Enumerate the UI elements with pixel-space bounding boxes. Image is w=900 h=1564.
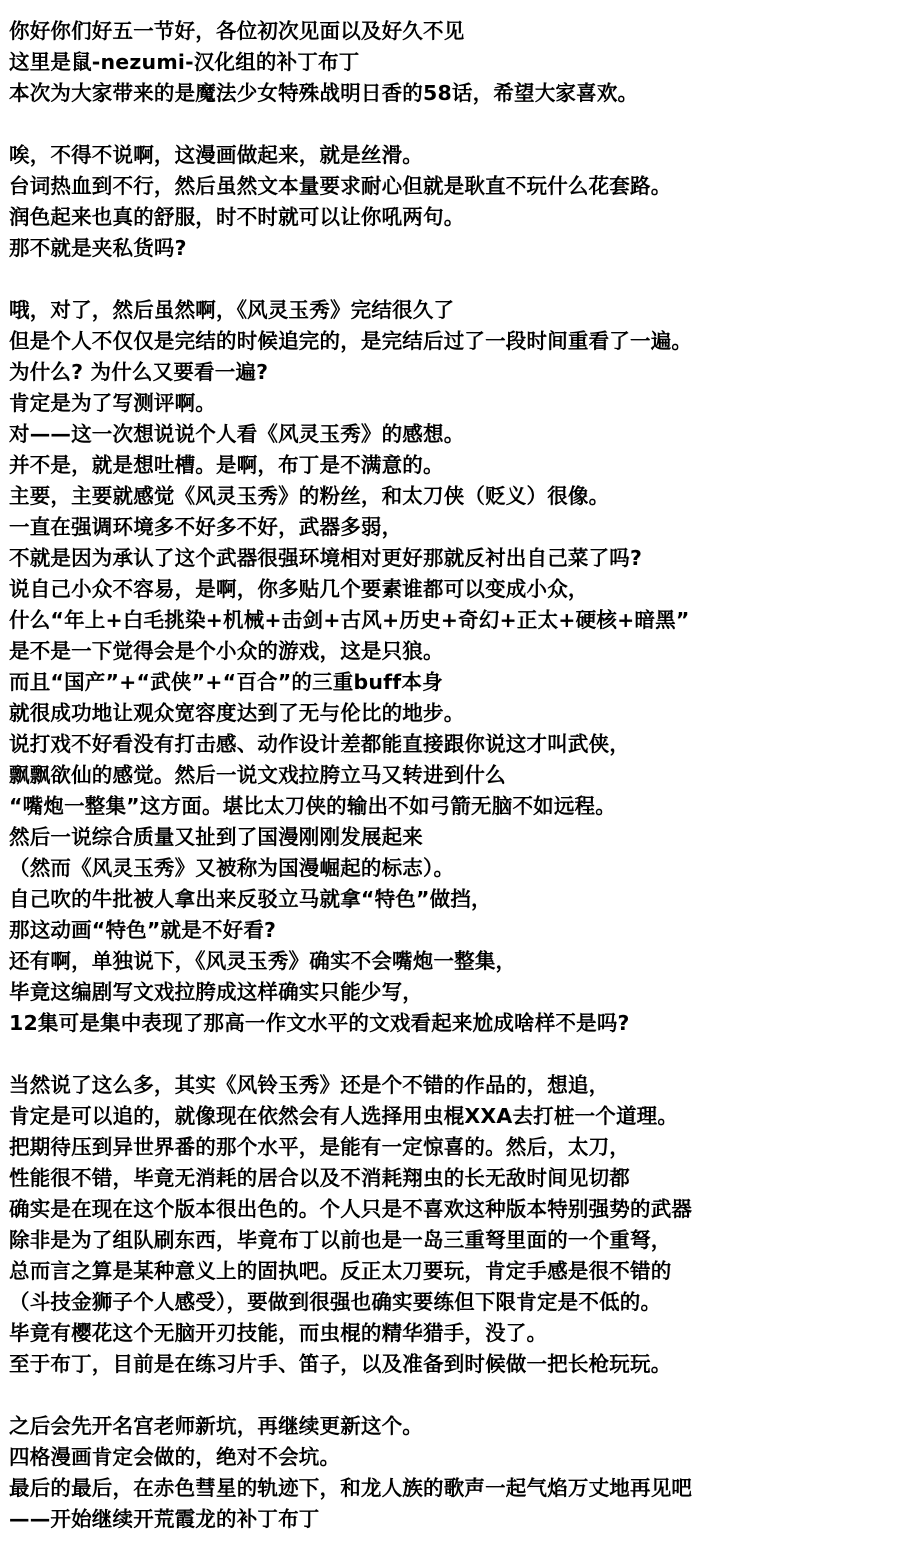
text-line: 那不就是夹私货吗? <box>9 236 187 260</box>
text-line: 还有啊，单独说下，《风灵玉秀》确实不会嘴炮一整集， <box>9 949 517 973</box>
text-line: 飘飘欲仙的感觉。然后一说文戏拉胯立马又转进到什么 <box>9 763 506 787</box>
text-line: 说自己小众不容易，是啊，你多贴几个要素谁都可以变成小众， <box>9 577 589 601</box>
text-line: 不就是因为承认了这个武器很强环境相对更好那就反衬出自己菜了吗? <box>9 546 643 570</box>
paragraph <box>9 1411 894 1535</box>
text-line: 除非是为了组队刷东西，毕竟布丁以前也是一岛三重弩里面的一个重弩， <box>9 1228 672 1252</box>
text-line: 主要，主要就感觉《风灵玉秀》的粉丝，和太刀侠（贬义）很像。 <box>9 484 610 508</box>
text-line: 毕竟这编剧写文戏拉胯成这样确实只能少写， <box>9 980 423 1004</box>
text-line: 当然说了这么多，其实《风铃玉秀》还是个不错的作品的，想追， <box>9 1073 610 1097</box>
text-line: 对——这一次想说说个人看《风灵玉秀》的感想。 <box>9 422 465 446</box>
text-line: 润色起来也真的舒服，时不时就可以让你吼两句。 <box>9 205 465 229</box>
text-line: 什么“年上+白毛挑染+机械+击剑+古风+历史+奇幻+正太+硬核+暗黑” <box>9 608 690 632</box>
text-line: 那这动画“特色”就是不好看? <box>9 918 277 942</box>
text-line: 最后的最后，在赤色彗星的轨迹下，和龙人族的歌声一起气焰万丈地再见吧 <box>9 1476 693 1500</box>
text-line: 为什么? 为什么又要看一遍? <box>9 360 269 384</box>
text-line: 自己吹的牛批被人拿出来反驳立马就拿“特色”做挡， <box>9 887 492 911</box>
text-line: ——开始继续开荒霞龙的补丁布丁 <box>9 1507 320 1531</box>
text-line: 肯定是为了写测评啊。 <box>9 391 216 415</box>
text-line: 就很成功地让观众宽容度达到了无与伦比的地步。 <box>9 701 465 725</box>
text-line: 台词热血到不行，然后虽然文本量要求耐心但就是耿直不玩什么花套路。 <box>9 174 672 198</box>
text-line: 一直在强调环境多不好多不好，武器多弱， <box>9 515 403 539</box>
paragraph <box>9 140 894 264</box>
paragraph <box>9 295 894 1039</box>
translator-note-document <box>9 16 894 1535</box>
text-line: 至于布丁，目前是在练习片手、笛子，以及准备到时候做一把长枪玩玩。 <box>9 1352 672 1376</box>
text-line: 把期待压到异世界番的那个水平，是能有一定惊喜的。然后，太刀， <box>9 1135 630 1159</box>
text-line: “嘴炮一整集”这方面。堪比太刀侠的输出不如弓箭无脑不如远程。 <box>9 794 616 818</box>
text-line: （然而《风灵玉秀》又被称为国漫崛起的标志）。 <box>9 856 455 880</box>
text-line: 但是个人不仅仅是完结的时候追完的，是完结后过了一段时间重看了一遍。 <box>9 329 693 353</box>
text-line: 你好你们好五一节好，各位初次见面以及好久不见 <box>9 19 465 43</box>
text-line: 确实是在现在这个版本很出色的。个人只是不喜欢这种版本特别强势的武器 <box>9 1197 693 1221</box>
text-line: （斗技金狮子个人感受），要做到很强也确实要练但下限肯定是不低的。 <box>9 1290 662 1314</box>
paragraph <box>9 1070 894 1380</box>
text-line: 并不是，就是想吐槽。是啊，布丁是不满意的。 <box>9 453 444 477</box>
text-line: 唉，不得不说啊，这漫画做起来，就是丝滑。 <box>9 143 423 167</box>
text-line: 而且“国产”+“武侠”+“百合”的三重buff本身 <box>9 670 443 694</box>
text-line: 肯定是可以追的，就像现在依然会有人选择用虫棍XXA去打桩一个道理。 <box>9 1104 679 1128</box>
text-line: 是不是一下觉得会是个小众的游戏，这是只狼。 <box>9 639 444 663</box>
text-line: 本次为大家带来的是魔法少女特殊战明日香的58话，希望大家喜欢。 <box>9 81 639 105</box>
text-line: 四格漫画肯定会做的，绝对不会坑。 <box>9 1445 341 1469</box>
text-line: 性能很不错，毕竟无消耗的居合以及不消耗翔虫的长无敌时间见切都 <box>9 1166 630 1190</box>
text-line: 毕竟有樱花这个无脑开刃技能，而虫棍的精华猎手，没了。 <box>9 1321 548 1345</box>
text-line: 之后会先开名宫老师新坑，再继续更新这个。 <box>9 1414 423 1438</box>
text-line: 这里是鼠-nezumi-汉化组的补丁布丁 <box>9 50 360 74</box>
text-line: 然后一说综合质量又扯到了国漫刚刚发展起来 <box>9 825 423 849</box>
text-line: 说打戏不好看没有打击感、动作设计差都能直接跟你说这才叫武侠， <box>9 732 630 756</box>
text-line: 总而言之算是某种意义上的固执吧。反正太刀要玩，肯定手感是很不错的 <box>9 1259 672 1283</box>
text-line: 12集可是集中表现了那高一作文水平的文戏看起来尬成啥样不是吗? <box>9 1011 630 1035</box>
text-line: 哦，对了，然后虽然啊，《风灵玉秀》完结很久了 <box>9 298 455 322</box>
paragraph <box>9 16 894 109</box>
